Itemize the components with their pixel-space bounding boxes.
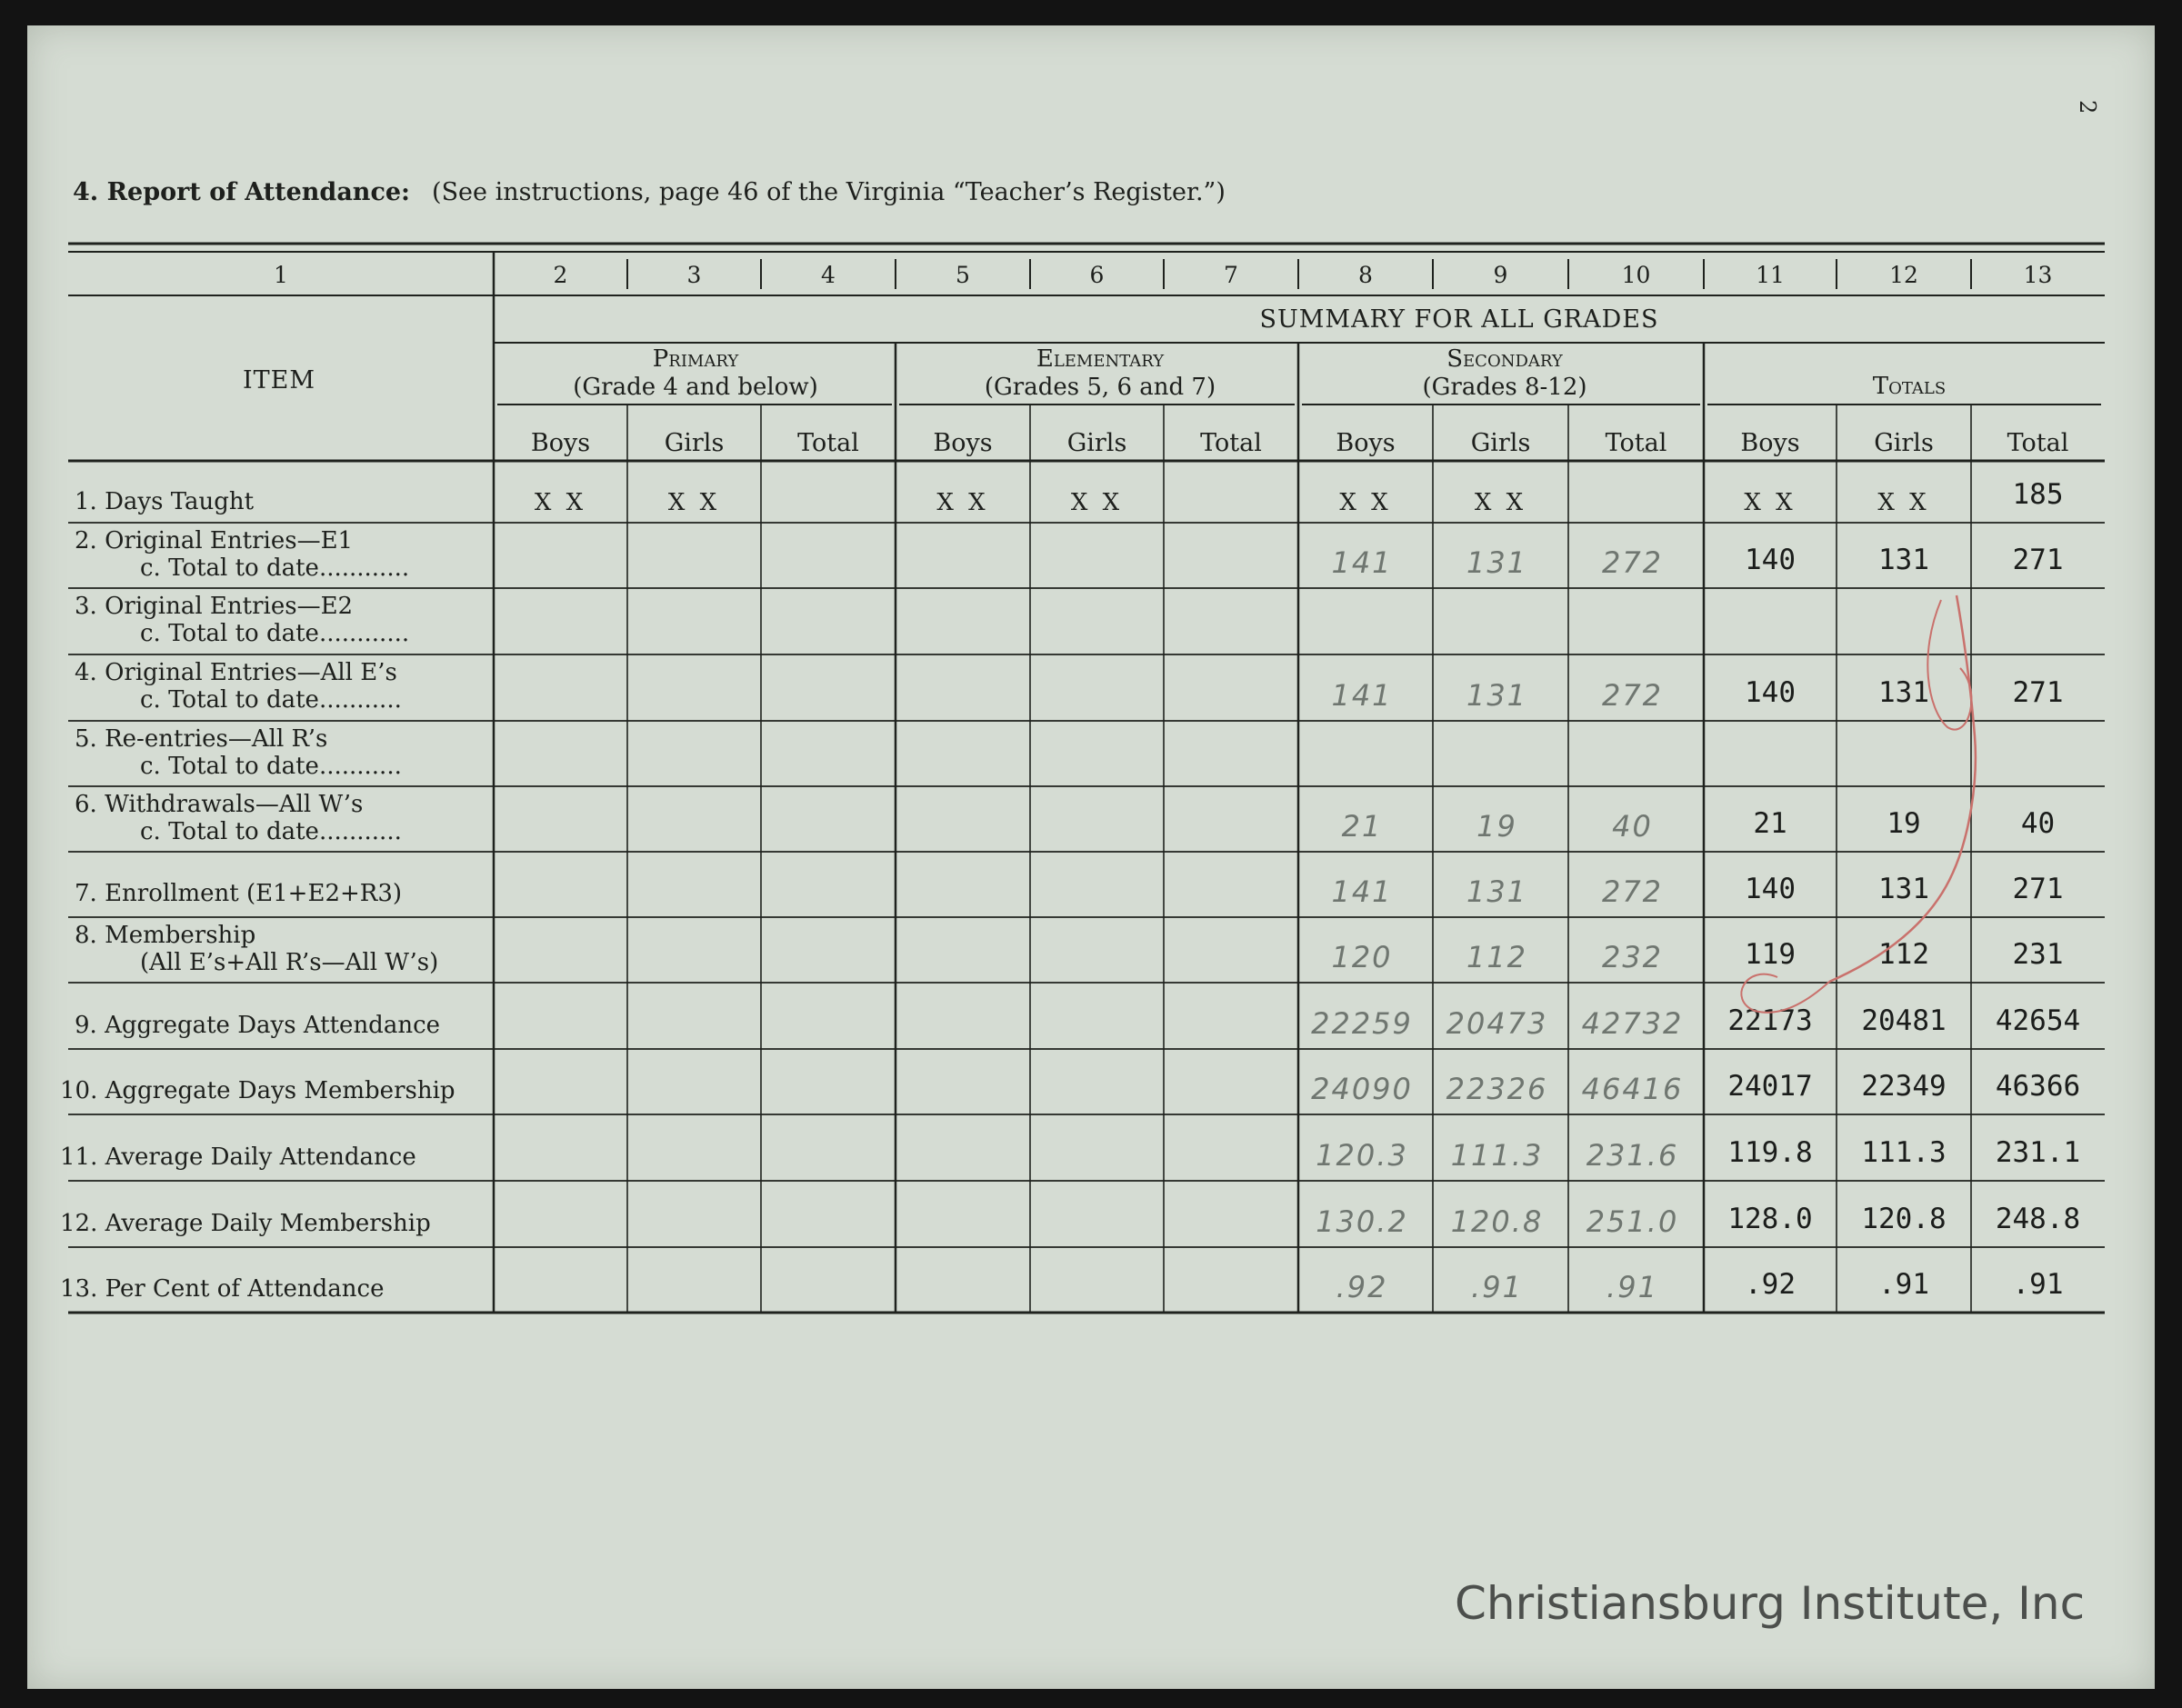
secondary-value: 141 — [1331, 545, 1393, 580]
totals-value: 248.8 — [1995, 1203, 2081, 1235]
secondary-value: 141 — [1331, 678, 1393, 713]
group-primary: Primary (Grade 4 and below) — [573, 345, 818, 402]
item-row-label — [75, 1013, 440, 1040]
item-sublabel: c. Total to date............ — [140, 554, 410, 582]
totals-value: 21 — [1753, 807, 1787, 840]
totals-value: 120.8 — [1861, 1203, 1947, 1235]
item-label: 3. Original Entries—E2 — [75, 593, 354, 620]
item-label: 8. Membership — [75, 922, 256, 949]
xx-mark: X X — [1339, 489, 1392, 516]
secondary-value: 120.8 — [1450, 1204, 1544, 1239]
secondary-value: 130.2 — [1316, 1204, 1408, 1239]
item-sublabel: c. Total to date........... — [140, 817, 402, 845]
subheader-boys: Boys — [530, 429, 591, 457]
totals-value: 22173 — [1727, 1004, 1813, 1037]
secondary-value: 141 — [1331, 874, 1393, 909]
totals-value: 131 — [1878, 873, 1929, 905]
column-number: 9 — [1493, 262, 1508, 288]
totals-value: 140 — [1745, 676, 1796, 709]
xx-mark: X X — [1744, 489, 1797, 516]
item-row-label — [75, 881, 402, 908]
secondary-value: .92 — [1336, 1270, 1388, 1304]
column-number: 13 — [2023, 262, 2053, 288]
subheader-girls: Girls — [1470, 429, 1531, 457]
totals-value: 20481 — [1861, 1004, 1947, 1037]
secondary-value: 272 — [1601, 678, 1664, 713]
secondary-value: 21 — [1341, 809, 1383, 844]
xx-mark: X X — [1877, 489, 1930, 516]
column-number: 1 — [274, 262, 288, 288]
totals-value: 140 — [1745, 873, 1796, 905]
item-row-label — [60, 1276, 384, 1303]
totals-value: 111.3 — [1861, 1136, 1947, 1169]
column-number: 7 — [1224, 262, 1238, 288]
totals-value: 271 — [2012, 676, 2064, 709]
totals-value: 271 — [2012, 544, 2064, 576]
item-label: 7. Enrollment (E1+E2+R3) — [75, 880, 403, 907]
page-number: 2 — [2075, 100, 2100, 115]
item-label: 4. Original Entries—All E’s — [75, 659, 397, 686]
secondary-value: 111.3 — [1450, 1138, 1544, 1173]
xx-mark: X X — [1474, 489, 1527, 516]
secondary-value: 46416 — [1581, 1072, 1684, 1106]
column-number: 3 — [686, 262, 702, 288]
secondary-value: 42732 — [1581, 1006, 1684, 1041]
secondary-value: 120.3 — [1316, 1138, 1408, 1173]
secondary-value: 22326 — [1446, 1072, 1548, 1106]
column-number: 6 — [1089, 262, 1105, 288]
xx-mark: X X — [1070, 489, 1124, 516]
heading-label: 4. Report of Attendance: — [73, 178, 411, 206]
xx-mark: X X — [534, 489, 587, 516]
item-row-label — [75, 528, 409, 583]
secondary-value: 272 — [1601, 874, 1664, 909]
subheader-girls: Girls — [664, 429, 725, 457]
totals-value: 19 — [1887, 807, 1921, 840]
column-number: 4 — [821, 262, 836, 288]
totals-value: 40 — [2020, 807, 2056, 840]
subheader-total: Total — [1200, 429, 1262, 457]
group-totals: Totals — [1872, 373, 1947, 400]
totals-value: 128.0 — [1727, 1203, 1813, 1235]
item-row-label — [60, 1078, 455, 1105]
totals-value: 22349 — [1861, 1070, 1947, 1103]
column-number: 12 — [1889, 262, 1918, 288]
column-number: 8 — [1358, 262, 1373, 288]
item-row-label — [75, 594, 409, 648]
item-label: 10. Aggregate Days Membership — [60, 1077, 455, 1104]
totals-value: 131 — [1878, 544, 1929, 576]
item-row-label — [60, 1211, 431, 1238]
totals-value: 24017 — [1727, 1070, 1813, 1103]
secondary-value: 22259 — [1311, 1006, 1413, 1041]
subheader-boys: Boys — [933, 429, 993, 457]
column-number: 10 — [1621, 262, 1651, 288]
item-sublabel: (All E’s+All R’s—All W’s) — [140, 948, 439, 976]
secondary-value: 40 — [1612, 809, 1653, 844]
group-elementary: Elementary (Grades 5, 6 and 7) — [984, 345, 1216, 402]
subheader-boys: Boys — [1336, 429, 1396, 457]
secondary-value: 120 — [1331, 940, 1393, 974]
secondary-value: 232 — [1601, 940, 1664, 974]
totals-value: 112 — [1878, 938, 1929, 971]
totals-value: 271 — [2012, 873, 2064, 905]
subheader-total: Total — [1605, 429, 1667, 457]
xx-mark: X X — [667, 489, 721, 516]
secondary-value: 24090 — [1311, 1072, 1413, 1106]
subheader-boys: Boys — [1740, 429, 1800, 457]
secondary-value: 231.6 — [1586, 1138, 1679, 1173]
totals-value: .91 — [1878, 1268, 1929, 1301]
item-row-label — [75, 489, 254, 516]
subheader-total: Total — [2007, 429, 2069, 457]
secondary-value: 272 — [1601, 545, 1664, 580]
secondary-value: .91 — [1471, 1270, 1523, 1304]
totals-value: .91 — [2012, 1268, 2064, 1301]
totals-value: 46366 — [1995, 1070, 2081, 1103]
totals-value: 42654 — [1995, 1004, 2081, 1037]
summary-title: SUMMARY FOR ALL GRADES — [1259, 305, 1659, 334]
secondary-value: 19 — [1476, 809, 1517, 844]
item-row-label — [75, 660, 402, 714]
secondary-value: 131 — [1466, 678, 1528, 713]
item-label: 9. Aggregate Days Attendance — [75, 1012, 441, 1039]
subheader-girls: Girls — [1874, 429, 1934, 457]
totals-value: .92 — [1745, 1268, 1796, 1301]
totals-value: 119 — [1745, 938, 1796, 971]
totals-value: 131 — [1878, 676, 1929, 709]
item-label: 1. Days Taught — [75, 488, 255, 515]
group-secondary: Secondary (Grades 8-12) — [1422, 345, 1587, 402]
xx-mark: X X — [936, 489, 989, 516]
item-sublabel: c. Total to date............ — [140, 619, 410, 647]
totals-value: 231.1 — [1995, 1136, 2081, 1169]
watermark: Christiansburg Institute, Inc — [1455, 1577, 2086, 1630]
item-sublabel: c. Total to date........... — [140, 752, 402, 780]
secondary-value: 112 — [1466, 940, 1528, 974]
column-number: 5 — [956, 262, 970, 288]
heading-note: (See instructions, page 46 of the Virginia “Teacher’s Register.”) — [432, 178, 1226, 206]
item-row-label — [75, 923, 438, 977]
item-label: 2. Original Entries—E1 — [75, 527, 354, 554]
secondary-value: 251.0 — [1586, 1204, 1679, 1239]
item-label: 6. Withdrawals—All W’s — [75, 791, 364, 818]
item-label: 12. Average Daily Membership — [60, 1210, 431, 1237]
subheader-total: Total — [797, 429, 859, 457]
item-label: 5. Re-entries—All R’s — [75, 725, 328, 753]
item-row-label — [75, 792, 402, 846]
secondary-value: .91 — [1606, 1270, 1658, 1304]
column-number: 11 — [1756, 262, 1785, 288]
secondary-value: 20473 — [1446, 1006, 1548, 1041]
item-sublabel: c. Total to date........... — [140, 685, 402, 714]
totals-value: 185 — [2012, 478, 2064, 511]
item-row-label — [75, 726, 402, 781]
item-label: 13. Per Cent of Attendance — [60, 1275, 385, 1303]
secondary-value: 131 — [1466, 874, 1528, 909]
totals-value: 140 — [1745, 544, 1796, 576]
secondary-value: 131 — [1466, 545, 1528, 580]
totals-value: 119.8 — [1727, 1136, 1813, 1169]
subheader-girls: Girls — [1066, 429, 1127, 457]
column-number: 2 — [553, 262, 568, 288]
item-header: ITEM — [242, 366, 316, 395]
item-label: 11. Average Daily Attendance — [60, 1144, 416, 1171]
item-row-label — [60, 1144, 416, 1172]
totals-value: 231 — [2012, 938, 2064, 971]
